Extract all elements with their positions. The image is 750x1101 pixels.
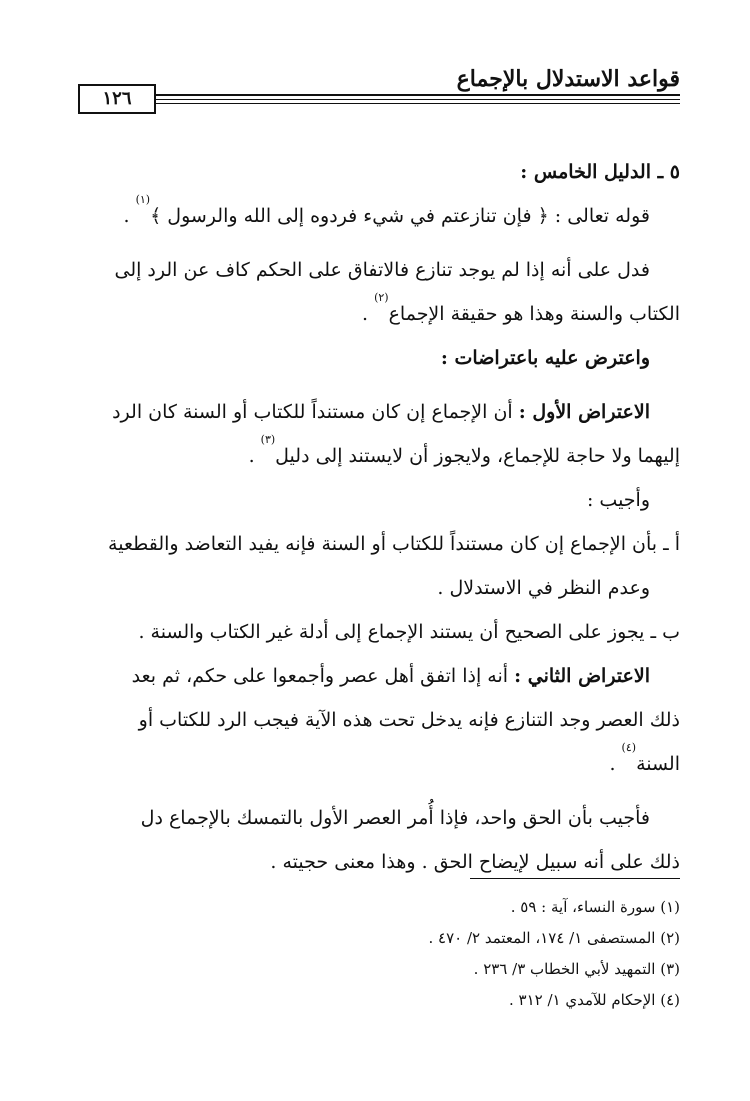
objection-1-line bbox=[78, 434, 680, 478]
header-rule bbox=[78, 94, 680, 96]
answer-a-line: وعدم النظر في الاستدلال . bbox=[437, 577, 650, 599]
objection-text: أنه إذا اتفق أهل عصر وأجمعوا على حكم، ثم بعد bbox=[131, 665, 515, 687]
objection-2-line bbox=[78, 742, 680, 786]
paragraph-text: الكتاب والسنة وهذا هو حقيقة الإجماع bbox=[388, 303, 680, 325]
header-rule bbox=[78, 99, 680, 100]
footnote: (٤) الإحكام للآمدي ١/ ٣١٢ . bbox=[509, 991, 680, 1009]
footnote-ref: (٣) bbox=[260, 433, 276, 446]
objection-label: الاعتراض الثاني : bbox=[514, 665, 650, 687]
section-heading: ٥ ـ الدليل الخامس : bbox=[520, 161, 680, 183]
main-text bbox=[78, 150, 680, 884]
footnotes bbox=[428, 892, 680, 1016]
paragraph-line: فدل على أنه إذا لم يوجد تنازع فالاتفاق على الحكم كاف عن الرد إلى bbox=[114, 259, 650, 281]
footnote-separator bbox=[470, 878, 680, 879]
punctuation: . bbox=[123, 205, 136, 227]
footnote-ref: (٢) bbox=[374, 291, 389, 304]
footnote: (٣) التمهيد لأبي الخطاب ٣/ ٢٣٦ . bbox=[473, 960, 680, 978]
objection-label: الاعتراض الأول : bbox=[518, 401, 650, 423]
book-title: قواعد الاستدلال بالإجماع bbox=[456, 66, 680, 92]
footnote-ref: (٤) bbox=[621, 741, 637, 754]
objection-1-line bbox=[78, 390, 680, 434]
verse-text: قوله تعالى : ﴿ فإن تنازعتم في شيء فردوه إلى الله والرسول ﴾ bbox=[150, 205, 650, 227]
punctuation: . bbox=[248, 445, 261, 467]
answer-2-line: ذلك على أنه سبيل لإيضاح الحق . وهذا معنى حجيته . bbox=[270, 851, 680, 873]
answer-2-line: فأجيب بأن الحق واحد، فإذا أُمر العصر الأول بالتمسك بالإجماع دل bbox=[140, 807, 650, 829]
header-rule bbox=[78, 103, 680, 104]
objection-text: إليهما ولا حاجة للإجماع، ولايجوز أن لايستند إلى دليل bbox=[275, 445, 680, 467]
objections-heading: واعترض عليه باعتراضات : bbox=[440, 347, 650, 369]
answer-a-line: أ ـ بأن الإجماع إن كان مستنداً للكتاب أو السنة فإنه يفيد التعاضد والقطعية bbox=[108, 533, 680, 555]
objection-2-line: ذلك العصر وجد التنازع فإنه يدخل تحت هذه الآية فيجب الرد للكتاب أو bbox=[138, 709, 680, 731]
answer-b-line: ب ـ يجوز على الصحيح أن يستند الإجماع إلى أدلة غير الكتاب والسنة . bbox=[138, 621, 680, 643]
page-number: ١٢٦ bbox=[78, 84, 156, 114]
punctuation: . bbox=[609, 753, 622, 775]
running-header bbox=[78, 60, 680, 120]
paragraph-line bbox=[78, 292, 680, 336]
objection-text: أن الإجماع إن كان مستنداً للكتاب أو السنة كان الرد bbox=[112, 401, 519, 423]
punctuation: . bbox=[361, 303, 375, 325]
footnote-ref: (١) bbox=[135, 193, 151, 206]
footnote: (١) سورة النساء، آية : ٥٩ . bbox=[510, 898, 680, 916]
footnote: (٢) المستصفى ١/ ١٧٤، المعتمد ٢/ ٤٧٠ . bbox=[428, 929, 680, 947]
objection-text: السنة bbox=[636, 753, 680, 775]
objection-2-line bbox=[78, 654, 680, 698]
verse-line bbox=[78, 194, 680, 238]
answer-heading: وأجيب : bbox=[586, 489, 650, 511]
